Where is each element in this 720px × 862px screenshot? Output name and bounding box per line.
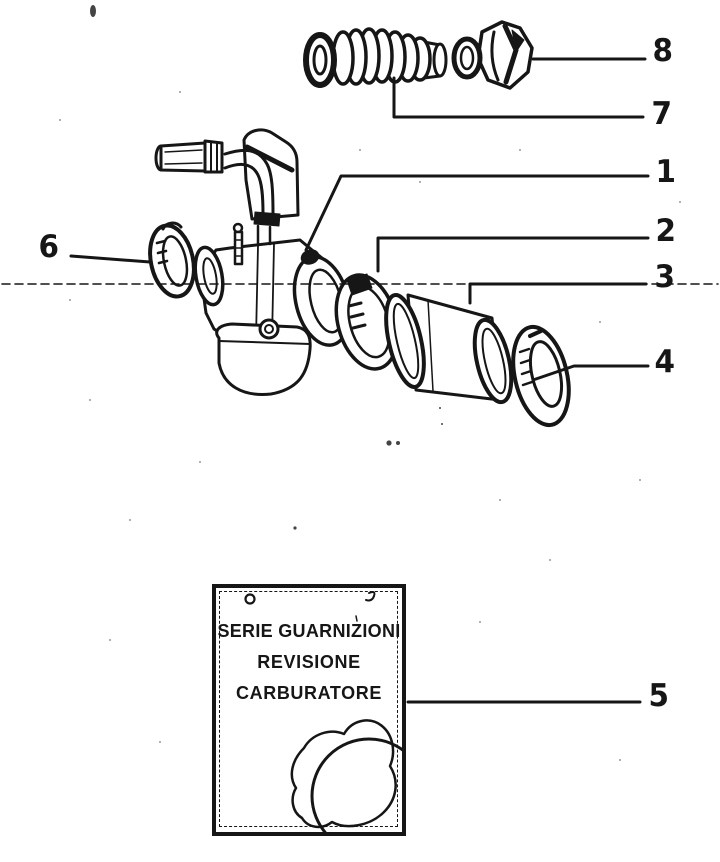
leader-7 bbox=[394, 78, 643, 117]
hanger-hole-mark bbox=[366, 592, 374, 601]
hanger-hole-icon bbox=[246, 595, 255, 604]
callout-6: 6 bbox=[38, 229, 60, 265]
gasket-kit-label-box bbox=[212, 584, 406, 836]
intake-joint-part bbox=[454, 22, 532, 88]
callout-7: 7 bbox=[651, 96, 673, 132]
gasket-illustration-outline bbox=[292, 720, 396, 826]
label-line-3: CARBURATORE bbox=[236, 683, 382, 703]
callout-5: 5 bbox=[648, 678, 670, 714]
label-text bbox=[216, 616, 402, 709]
leader-2 bbox=[378, 238, 648, 271]
label-line-2: REVISIONE bbox=[257, 652, 361, 672]
callout-2: 2 bbox=[655, 213, 677, 249]
fuel-inlet bbox=[260, 320, 278, 338]
callout-4: 4 bbox=[654, 344, 676, 380]
adjuster-locknut bbox=[205, 141, 222, 172]
callout-3: 3 bbox=[654, 259, 676, 295]
inlet-flange-part bbox=[144, 221, 200, 300]
callout-8: 8 bbox=[652, 33, 674, 69]
corrugated-bellows-part bbox=[306, 29, 446, 85]
cable-adjuster bbox=[161, 143, 205, 171]
leader-3 bbox=[470, 284, 646, 303]
leader-6 bbox=[71, 256, 150, 262]
rubber-sleeve-part bbox=[379, 292, 518, 406]
callout-1: 1 bbox=[655, 154, 677, 190]
label-line-1: SERIE GUARNIZIONI bbox=[217, 621, 401, 641]
